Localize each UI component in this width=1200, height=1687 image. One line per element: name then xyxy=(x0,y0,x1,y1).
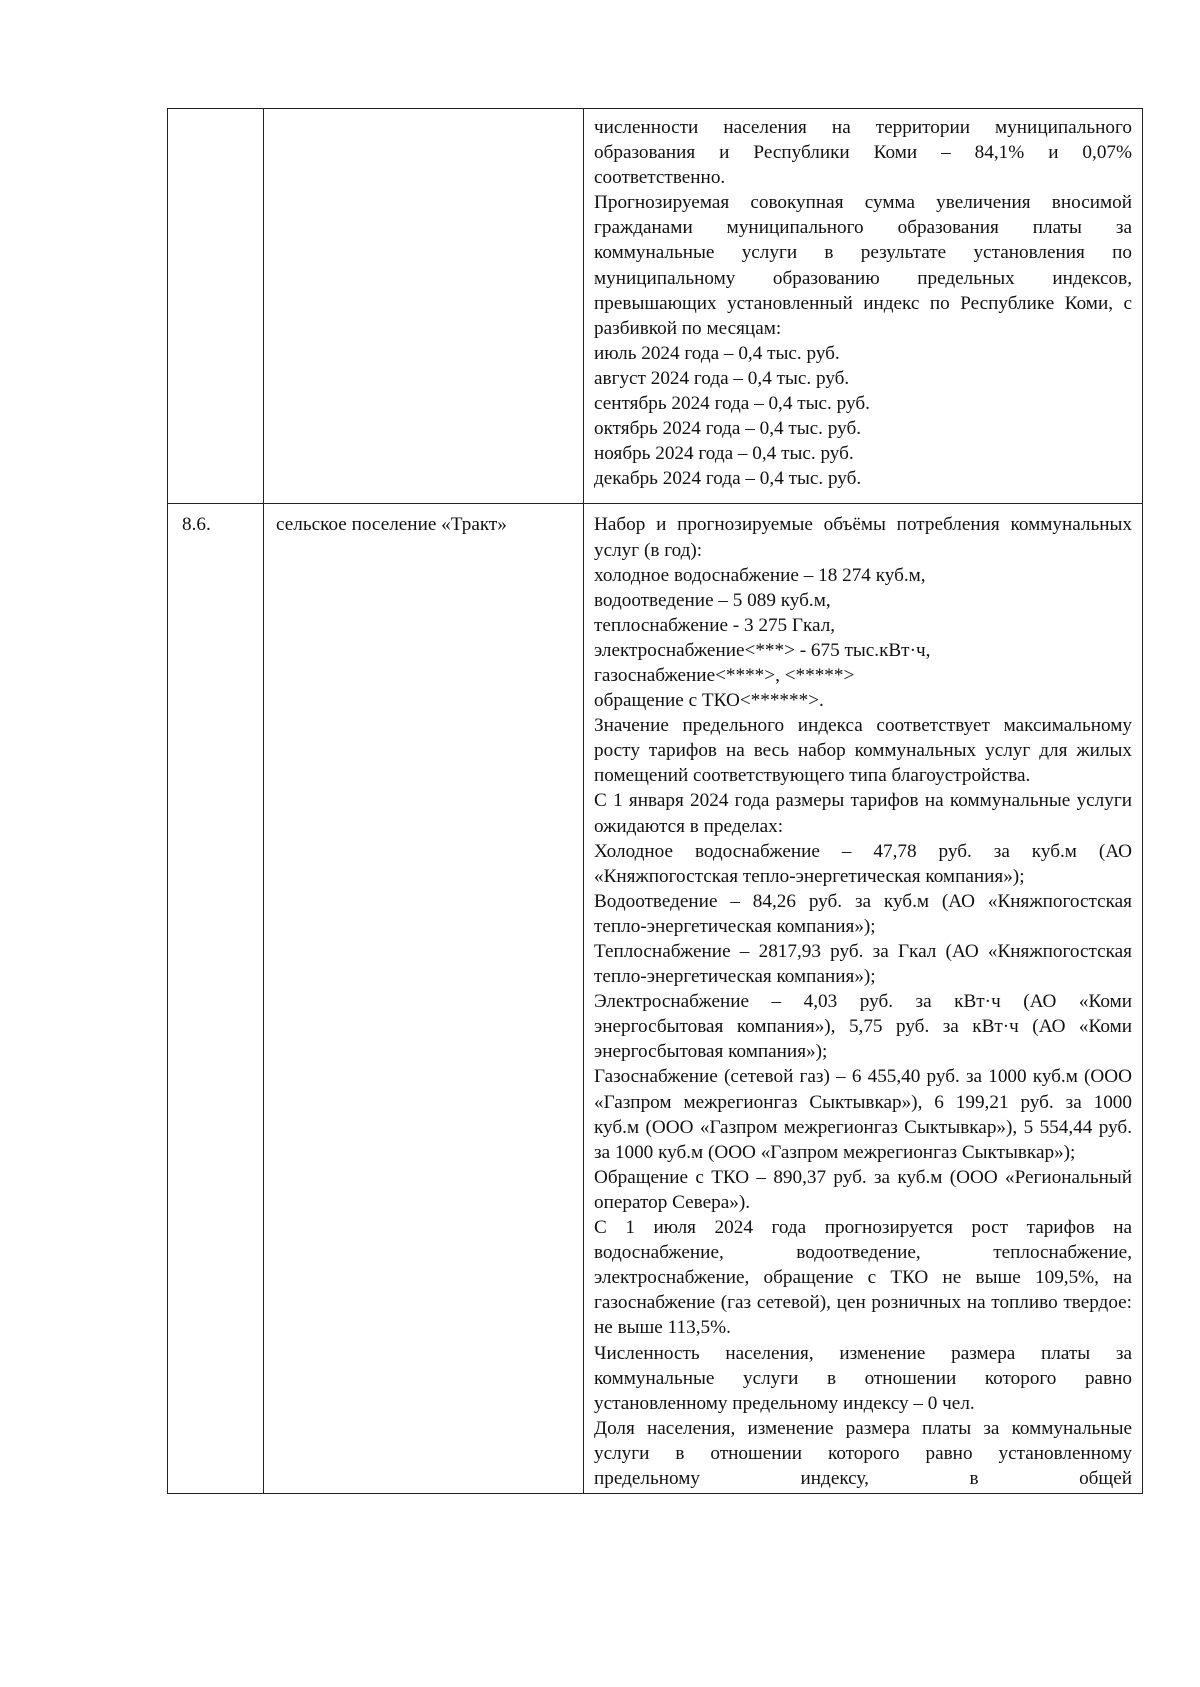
row-number-cell-empty xyxy=(168,109,264,504)
population-paragraph: Численность населения, изменение размера платы за коммунальные услуги в отношении которого равно установленному предельному индексу – 0 чел. xyxy=(594,1342,1132,1414)
tariff-waste: Обращение с ТКО – 890,37 руб. за куб.м (ООО «Региональный оператор Севера»). xyxy=(594,1166,1132,1213)
limit-index-paragraph: Значение предельного индекса соответствует максимальному росту тарифов на весь набор коммунальных услуг для жилых помещений соответствующего типа благоустройства. xyxy=(594,715,1132,787)
row-number-cell: 8.6. xyxy=(168,504,264,1494)
table-row-8-6 xyxy=(168,504,1143,1494)
volume-line: холодное водоснабжение – 18 274 куб.м, xyxy=(594,564,926,586)
tariffs-intro-paragraph: С 1 января 2024 года размеры тарифов на коммунальные услуги ожидаются в пределах: xyxy=(594,790,1132,837)
content-cell-continued xyxy=(584,109,1143,504)
document-table xyxy=(167,108,1143,1494)
volume-line: водоотведение – 5 089 куб.м, xyxy=(594,589,831,611)
month-line: сентябрь 2024 года – 0,4 тыс. руб. xyxy=(594,393,870,415)
tariff-sewerage: Водоотведение – 84,26 руб. за куб.м (АО «Княжпогостская тепло-энергетическая компания»); xyxy=(594,890,1132,937)
tariff-gas: Газоснабжение (сетевой газ) – 6 455,40 руб. за 1000 куб.м (ООО «Газпром межрегионгаз Сыктывкар»), 6 199,21 руб. за 1000 куб.м (ООО «Газпром межрегионгаз Сыктывкар»), 5 554,44 руб. за 1000 куб.м (ООО «Газпром межрегионгаз Сыктывкар»); xyxy=(594,1066,1132,1163)
payment-increase-paragraph: Прогнозируемая совокупная сумма увеличения вносимой гражданами муниципального образования платы за коммунальные услуги в результате установления по муниципальному образованию предельных индексов, превышающих установленный индекс по Республике Коми, с разбивкой по месяцам: xyxy=(594,192,1132,339)
table-row-continued xyxy=(168,109,1143,504)
municipality-cell-empty xyxy=(264,109,584,504)
tariff-electricity: Электроснабжение – 4,03 руб. за кВт·ч (АО «Коми энергосбытовая компания»), 5,75 руб. за кВт·ч (АО «Коми энергосбытовая компания»); xyxy=(594,991,1132,1063)
month-line: декабрь 2024 года – 0,4 тыс. руб. xyxy=(594,468,862,490)
month-line: октябрь 2024 года – 0,4 тыс. руб. xyxy=(594,418,862,440)
content-cell xyxy=(584,504,1143,1494)
month-line: ноябрь 2024 года – 0,4 тыс. руб. xyxy=(594,443,854,465)
volume-line: электроснабжение<***> - 675 тыс.кВт·ч, xyxy=(594,639,931,661)
consumption-intro: Набор и прогнозируемые объёмы потребления коммунальных услуг (в год): xyxy=(594,514,1132,561)
month-line: август 2024 года – 0,4 тыс. руб. xyxy=(594,367,850,389)
volume-line: газоснабжение<****>, <*****> xyxy=(594,664,855,686)
tariff-cold-water: Холодное водоснабжение – 47,78 руб. за куб.м (АО «Княжпогостская тепло-энергетическая компания»); xyxy=(594,840,1132,887)
municipality-name-cell: сельское поселение «Тракт» xyxy=(264,504,584,1494)
population-share-paragraph: численности населения на территории муниципального образования и Республики Коми – 84,1% и 0,07% соответственно. xyxy=(594,117,1132,189)
volume-line: обращение с ТКО<******>. xyxy=(594,690,824,712)
tariff-growth-paragraph: С 1 июля 2024 года прогнозируется рост тарифов на водоснабжение, водоотведение, теплоснабжение, электроснабжение, обращение с ТКО не выше 109,5%, на газоснабжение (газ сетевой), цен розничных на топливо твердое: не выше 113,5%. xyxy=(594,1217,1132,1339)
tariff-heating: Теплоснабжение – 2817,93 руб. за Гкал (АО «Княжпогостская тепло-энергетическая компания»); xyxy=(594,941,1132,988)
month-line: июль 2024 года – 0,4 тыс. руб. xyxy=(594,342,840,364)
volume-line: теплоснабжение - 3 275 Гкал, xyxy=(594,614,836,636)
population-share-paragraph: Доля населения, изменение размера платы за коммунальные услуги в отношении которого равно установленному предельному индексу, в общей xyxy=(594,1417,1132,1489)
